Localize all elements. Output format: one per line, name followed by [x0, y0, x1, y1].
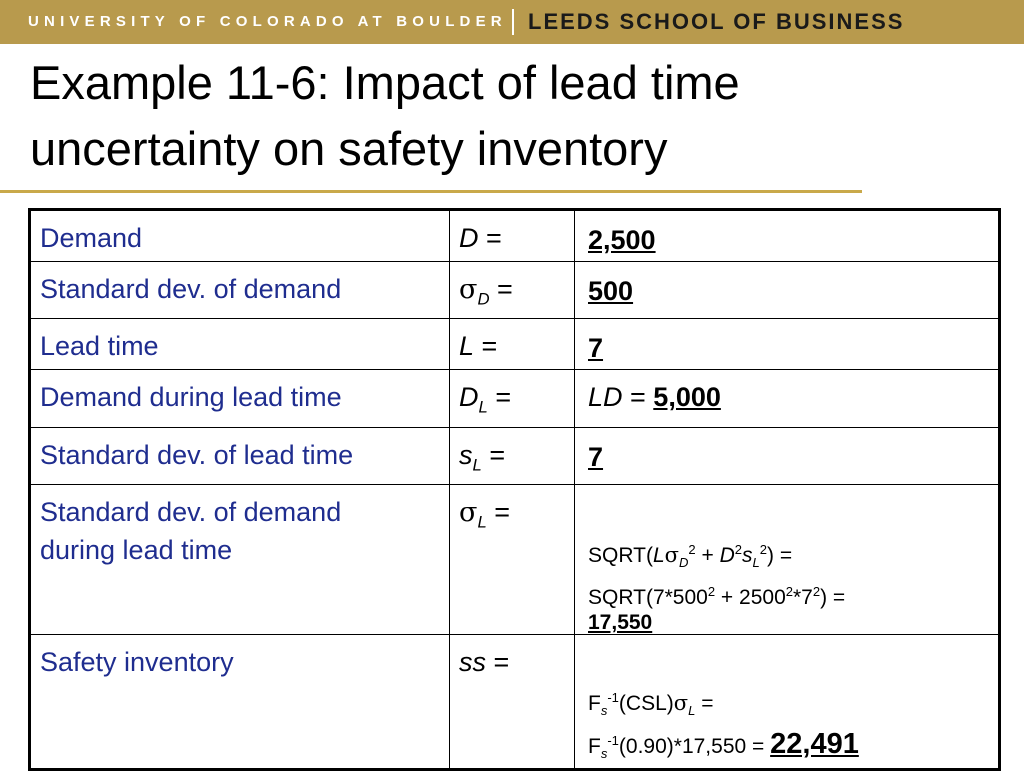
table-row [30, 635, 1000, 769]
header-divider [512, 9, 514, 35]
demand-lead-time-result: 5,000 [653, 382, 721, 413]
row-label-lead-time: Lead time [40, 331, 159, 362]
row-label-line-1: Standard dev. of demand [40, 497, 342, 528]
school-name: LEEDS SCHOOL OF BUSINESS [528, 9, 905, 34]
row-label-safety-inventory: Safety inventory [40, 647, 234, 678]
slide-title [30, 50, 990, 182]
symbol-demand-lead-time: $D_L$ = [459, 382, 512, 417]
title-line-2: uncertainty on safety inventory [30, 122, 668, 175]
table-row [30, 370, 1000, 427]
title-line-1: Example 11-6: Impact of lead time [30, 56, 740, 109]
table-row [30, 485, 1000, 635]
row-label-line-2: during lead time [40, 535, 233, 566]
formula-line-1: $F_s^{-1}(CSL)\sigma_L$ = [588, 690, 714, 719]
row-label-std-demand-lead-time [31, 485, 449, 569]
std-demand-lead-time-result: 17,550 [588, 611, 653, 635]
symbol-demand: D = [459, 223, 502, 253]
row-label-std-lead-time: Standard dev. of lead time [40, 439, 354, 470]
symbol-std-demand-lead-time: $\sigma_L$ = [459, 497, 511, 532]
table-row [30, 262, 1000, 319]
formula-std-demand-lead-time [575, 485, 998, 634]
formula-safety-inventory [575, 635, 998, 767]
formula-line-2: $SQRT(7*500^2 + 2500^2*7^2)$ = [588, 584, 846, 610]
value-std-demand: 500 [588, 276, 634, 306]
formula-line-1: $SQRT(L\sigma_D^2 + D^2s_L^2)$ = [588, 542, 793, 571]
university-name: UNIVERSITY OF COLORADO AT BOULDER [28, 13, 507, 30]
safety-inventory-result: 22,491 [770, 727, 859, 760]
value-demand-lead-time: LD = 5,000 [588, 382, 721, 413]
symbol-std-demand: $\sigma_D$ = [459, 274, 513, 309]
row-label-demand-lead-time: Demand during lead time [40, 382, 342, 413]
symbol-std-lead-time: $s_L$ = [459, 439, 506, 475]
value-demand: 2,500 [588, 225, 656, 255]
safety-inventory-table [28, 208, 1001, 771]
row-label-std-demand: Standard dev. of demand [40, 274, 342, 304]
table-row [30, 210, 1000, 262]
value-lead-time: 7 [588, 333, 604, 364]
formula-line-2: $F_s^{-1}(0.90)*17,550 = 22,491$ [588, 727, 859, 761]
value-std-lead-time: 7 [588, 441, 604, 472]
table-row [30, 427, 1000, 484]
title-underline-rule [0, 190, 862, 193]
symbol-safety-inventory: ss = [459, 647, 510, 678]
header-bar [0, 0, 1024, 44]
row-label-demand: Demand [40, 223, 143, 253]
table-row [30, 319, 1000, 370]
symbol-lead-time: L = [459, 331, 498, 362]
